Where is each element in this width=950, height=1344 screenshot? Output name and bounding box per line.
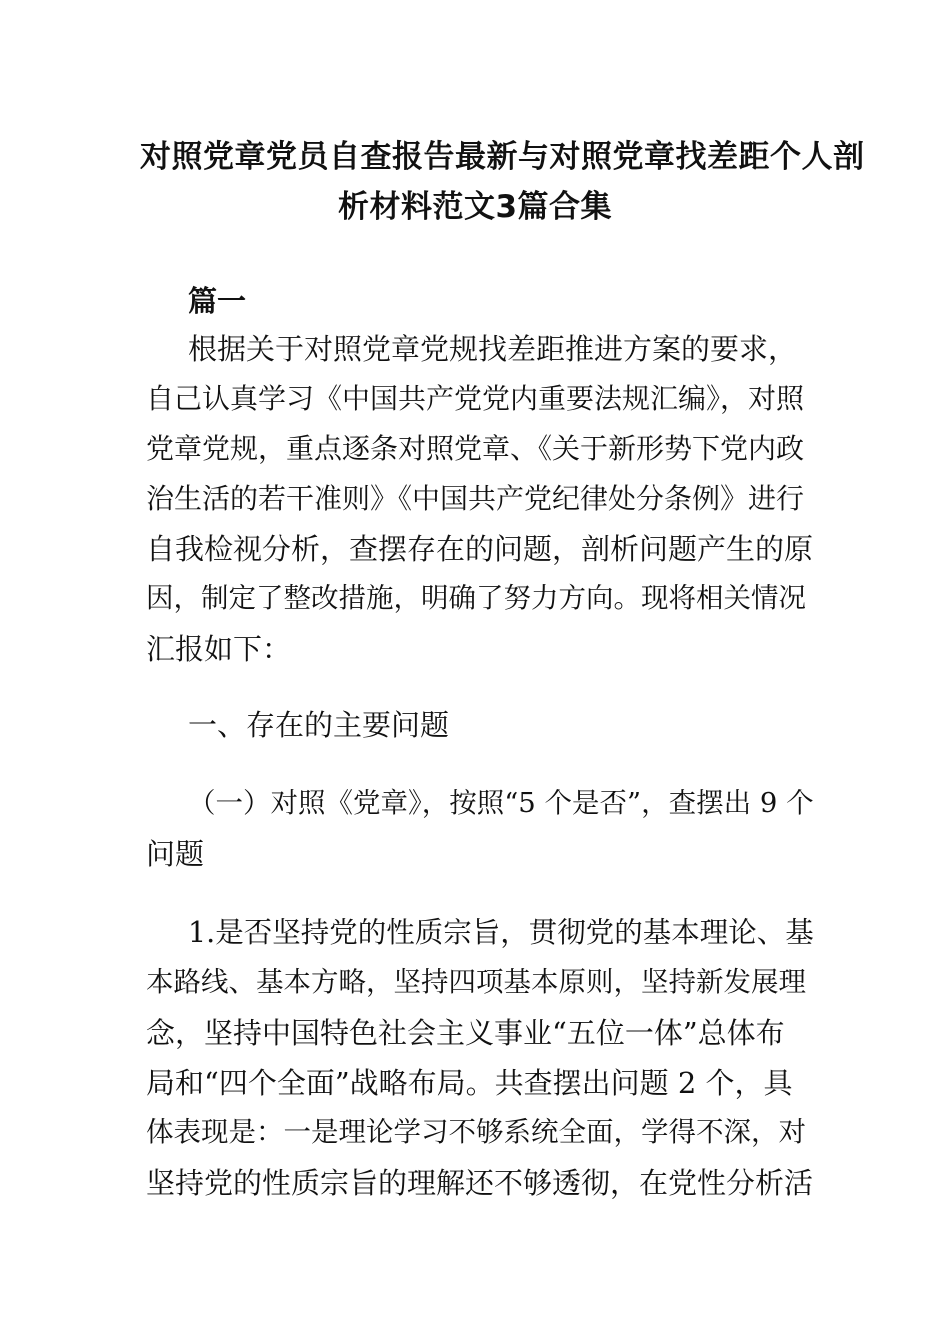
- item-line-6: 坚持党的性质宗旨的理解还不够透彻，在党性分析活: [146, 1166, 814, 1200]
- intro-line-1: 根据关于对照党章党规找差距推进方案的要求，: [188, 332, 798, 366]
- subheading-line-2: 问题: [146, 837, 205, 871]
- section-label: 篇一: [188, 284, 247, 318]
- item-line-5: 体表现是：一是理论学习不够系统全面，学得不深，对: [146, 1116, 806, 1148]
- document-title-line-2: 析材料范文3篇合集: [337, 189, 613, 225]
- item-line-2: 本路线、基本方略，坚持四项基本原则，坚持新发展理: [146, 966, 806, 998]
- item-line-3: 念，坚持中国特色社会主义事业“五位一体”总体布: [146, 1016, 785, 1050]
- item-line-1: 1.是否坚持党的性质宗旨，贯彻党的基本理论、基: [188, 916, 814, 949]
- intro-line-7: 汇报如下：: [146, 632, 292, 666]
- intro-line-4: 治生活的若干准则》《中国共产党纪律处分条例》进行: [146, 482, 805, 515]
- document-title-line-1: 对照党章党员自查报告最新与对照党章找差距个人剖: [140, 139, 865, 175]
- intro-line-6: 因，制定了整改措施，明确了努力方向。现将相关情况: [146, 582, 806, 614]
- subheading-line-1: （一）对照《党章》，按照“5 个是否”，查摆出 9 个: [188, 787, 814, 819]
- intro-line-3: 党章党规，重点逐条对照党章、《关于新形势下党内政: [146, 432, 805, 465]
- intro-line-2: 自己认真学习《中国共产党党内重要法规汇编》，对照: [146, 382, 805, 415]
- item-line-4: 局和“四个全面”战略布局。共查摆出问题 2 个，具: [146, 1066, 793, 1100]
- heading-main-problems: 一、存在的主要问题: [188, 708, 450, 742]
- intro-line-5: 自我检视分析，查摆存在的问题，剖析问题产生的原: [146, 532, 814, 566]
